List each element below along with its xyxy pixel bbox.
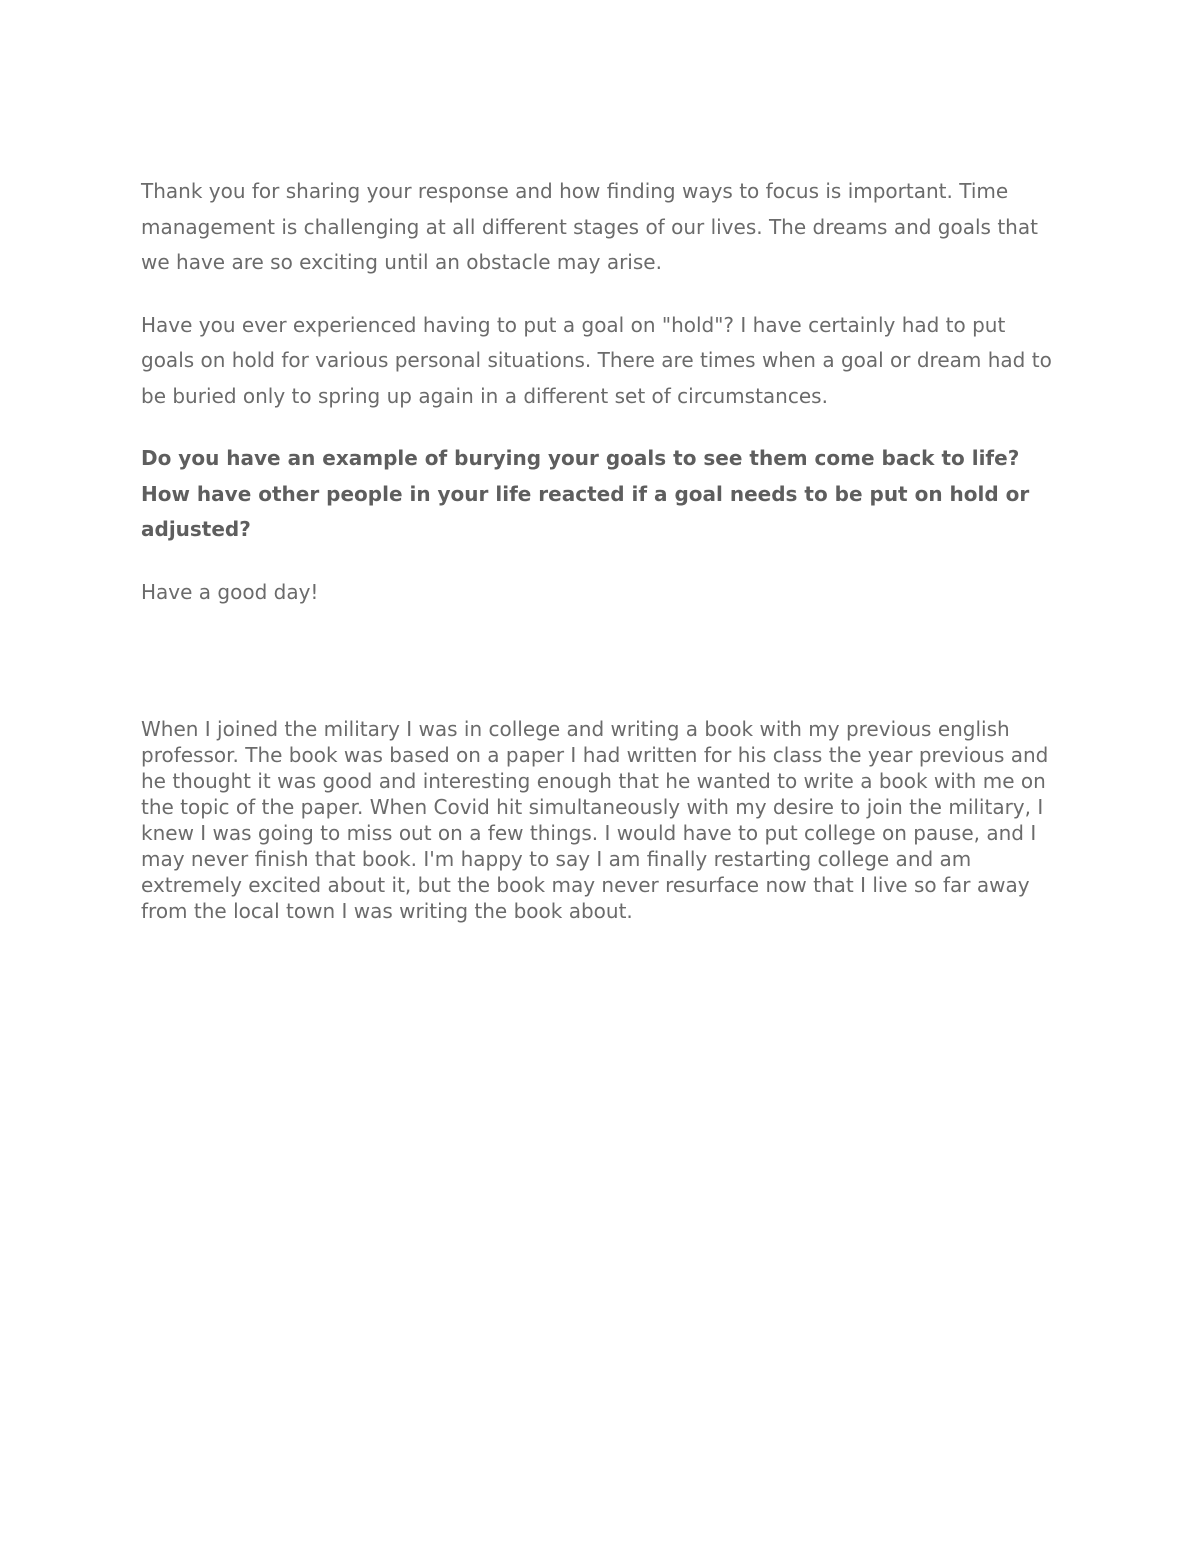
instructor-message	[141, 174, 1061, 610]
paragraph-question: Do you have an example of burying your goals to see them come back to life? How have other people in your life reacted if a goal needs to be put on hold or adjusted?	[141, 446, 1030, 541]
paragraph-closing: Have a good day!	[141, 579, 319, 604]
paragraph-hold: Have you ever experienced having to put a goal on "hold"? I have certainly had to put goals on hold for various personal situations. There are times when a goal or dream had to be buried only to spring up again in a different set of circumstances.	[141, 312, 1052, 408]
reply-paragraph: When I joined the military I was in college and writing a book with my previous english professor. The book was based on a paper I had written for his class the year previous and he thought it was good and interesting enough that he wanted to write a book with me on the topic of the paper. When Covid hit simultaneously with my desire to join the military, I knew I was going to miss out on a few things. I would have to put college on pause, and I may never finish that book. I'm happy to say I am finally restarting college and am extremely excited about it, but the book may never resurface now that I live so far away from the local town I was writing the book about.	[141, 717, 1049, 923]
paragraph-intro: Thank you for sharing your response and how finding ways to focus is important. Time management is challenging at all different stages of our lives. The dreams and goals that we have are so exciting until an obstacle may arise.	[141, 179, 1038, 274]
